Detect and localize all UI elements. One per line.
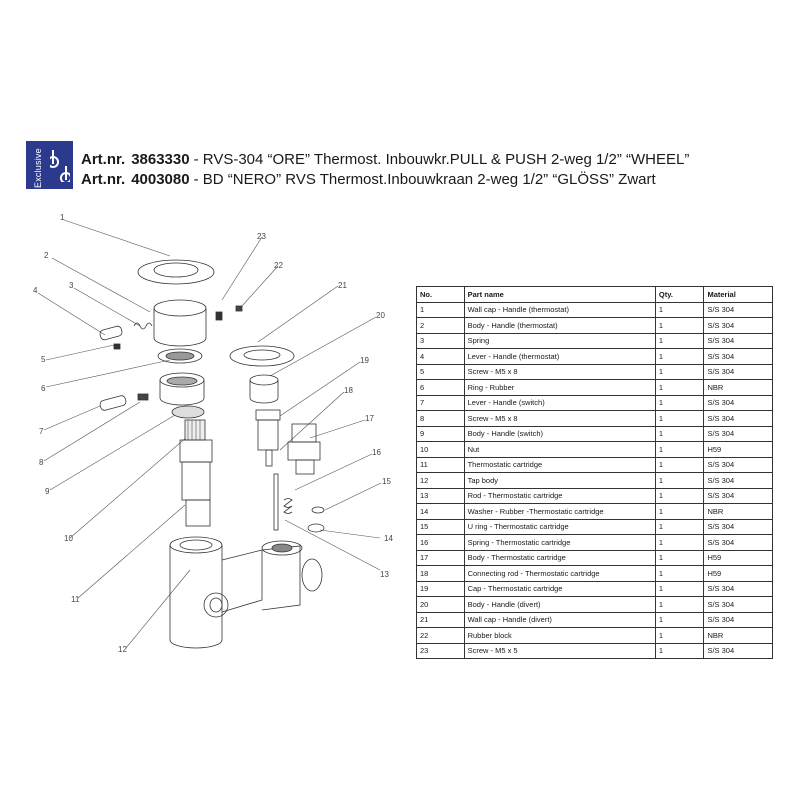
cell-qty: 1 [655,597,704,613]
cartridge-spring [284,499,292,514]
cell-part-name: Connecting rod - Thermostatic cartridge [464,566,655,582]
callout-19: 19 [360,356,369,365]
cell-part-name: Washer - Rubber -Thermostatic cartridge [464,504,655,520]
table-row [417,535,773,551]
cell-material: S/S 304 [704,519,773,535]
cell-part-name: Ring - Rubber [464,380,655,396]
cell-no: 20 [417,597,465,613]
cell-qty: 1 [655,302,704,318]
table-row [417,612,773,628]
leader-lines [38,220,381,648]
table-row [417,597,773,613]
callout-13: 13 [380,570,389,579]
cell-qty: 1 [655,628,704,644]
table-row [417,380,773,396]
callout-12: 12 [118,645,127,654]
cell-no: 2 [417,318,465,334]
callout-5: 5 [41,355,46,364]
callout-9: 9 [45,487,50,496]
cell-no: 16 [417,535,465,551]
article-number: 4003080 [131,171,190,188]
cell-qty: 1 [655,318,704,334]
article-description: - RVS-304 “ORE” Thermost. Inbouwkr.PULL & PUSH 2-weg 1/2” “WHEEL” [193,151,690,168]
cell-material: S/S 304 [704,395,773,411]
cell-qty: 1 [655,380,704,396]
cell-qty: 1 [655,488,704,504]
callout-16: 16 [372,448,381,457]
table-row [417,581,773,597]
wall-cap-divert [230,346,294,366]
cell-qty: 1 [655,581,704,597]
cell-no: 14 [417,504,465,520]
cell-material: NBR [704,380,773,396]
cell-part-name: Spring [464,333,655,349]
cell-qty: 1 [655,426,704,442]
cell-no: 21 [417,612,465,628]
callout-1: 1 [60,213,65,222]
brand-logo-mark [50,148,70,182]
cell-material: H59 [704,442,773,458]
cell-no: 18 [417,566,465,582]
table-row [417,395,773,411]
cell-no: 5 [417,364,465,380]
article-description: - BD “NERO” RVS Thermost.Inbouwkraan 2-weg 1/2” “GLÖSS” Zwart [193,171,656,188]
cell-material: S/S 304 [704,426,773,442]
cell-no: 23 [417,643,465,659]
connecting-rod [266,450,272,466]
cell-material: S/S 304 [704,302,773,318]
cell-part-name: Screw - M5 x 8 [464,411,655,427]
cell-no: 1 [417,302,465,318]
cell-material: S/S 304 [704,364,773,380]
thermostatic-cartridge [180,420,212,526]
cell-no: 22 [417,628,465,644]
cell-no: 4 [417,349,465,365]
cell-qty: 1 [655,643,704,659]
cell-part-name: Cap - Thermostatic cartridge [464,581,655,597]
nut-part [172,406,204,418]
cell-no: 15 [417,519,465,535]
cartridge-rod [274,474,278,530]
table-row [417,473,773,489]
cell-no: 11 [417,457,465,473]
cell-material: S/S 304 [704,318,773,334]
callout-8: 8 [39,458,44,467]
article-number: 3863330 [131,151,190,168]
screw-part [114,344,120,349]
cell-material: NBR [704,628,773,644]
cell-qty: 1 [655,535,704,551]
callout-4: 4 [33,286,38,295]
parts-table [416,286,773,659]
table-row [417,643,773,659]
cell-part-name: Body - Handle (switch) [464,426,655,442]
cell-material: S/S 304 [704,597,773,613]
cell-part-name: Body - Thermostatic cartridge [464,550,655,566]
cell-qty: 1 [655,612,704,628]
cell-part-name: Wall cap - Handle (thermostat) [464,302,655,318]
cell-part-name: Screw - M5 x 8 [464,364,655,380]
cell-part-name: Rod - Thermostatic cartridge [464,488,655,504]
callout-17: 17 [365,414,374,423]
cell-part-name: Tap body [464,473,655,489]
article-label: Art.nr. [81,151,126,168]
callout-labels [33,213,393,654]
rubber-block [236,306,242,311]
wall-cap-thermostat [138,260,214,284]
cell-no: 3 [417,333,465,349]
cell-material: H59 [704,566,773,582]
table-row [417,442,773,458]
lever-thermostat [99,325,123,340]
cell-part-name: Rubber block [464,628,655,644]
cartridge-body [288,424,320,474]
exploded-view-diagram [0,210,410,670]
callout-7: 7 [39,427,44,436]
cell-part-name: Lever - Handle (switch) [464,395,655,411]
table-row [417,519,773,535]
tap-body [170,537,322,648]
cell-part-name: Wall cap - Handle (divert) [464,612,655,628]
callout-22: 22 [274,261,283,270]
cell-qty: 1 [655,395,704,411]
table-row [417,349,773,365]
cell-no: 7 [417,395,465,411]
article-label: Art.nr. [81,171,126,188]
article-line-2 [81,171,656,189]
cell-qty: 1 [655,504,704,520]
callout-6: 6 [41,384,46,393]
callout-2: 2 [44,251,49,260]
table-row [417,333,773,349]
callout-23: 23 [257,232,266,241]
screw-part-switch [138,394,148,400]
cell-material: S/S 304 [704,411,773,427]
parts-table-body [417,302,773,659]
cell-part-name: Screw - M5 x 5 [464,643,655,659]
col-header-no: No. [417,287,465,303]
cell-qty: 1 [655,457,704,473]
cell-material: S/S 304 [704,643,773,659]
cell-qty: 1 [655,519,704,535]
cell-qty: 1 [655,473,704,489]
callout-15: 15 [382,477,391,486]
cell-material: S/S 304 [704,535,773,551]
cell-part-name: Nut [464,442,655,458]
cell-part-name: Spring - Thermostatic cartridge [464,535,655,551]
cell-no: 19 [417,581,465,597]
callout-18: 18 [344,386,353,395]
cell-material: S/S 304 [704,612,773,628]
brand-logo-text: Exclusive [33,148,43,188]
table-header-row [417,287,773,303]
cartridge-cap [256,410,280,450]
cell-qty: 1 [655,442,704,458]
cell-part-name: Thermostatic cartridge [464,457,655,473]
cell-no: 8 [417,411,465,427]
callout-20: 20 [376,311,385,320]
lever-switch [99,395,127,411]
cell-qty: 1 [655,349,704,365]
cell-material: NBR [704,504,773,520]
cell-part-name: Lever - Handle (thermostat) [464,349,655,365]
table-row [417,411,773,427]
table-row [417,318,773,334]
cell-no: 6 [417,380,465,396]
table-row [417,550,773,566]
callout-3: 3 [69,281,74,290]
cell-material: S/S 304 [704,473,773,489]
col-header-material: Material [704,287,773,303]
cell-material: S/S 304 [704,333,773,349]
table-row [417,504,773,520]
cell-material: S/S 304 [704,581,773,597]
rubber-washer [308,524,324,532]
table-row [417,628,773,644]
cell-material: S/S 304 [704,349,773,365]
col-header-qty: Qty. [655,287,704,303]
table-row [417,566,773,582]
table-row [417,426,773,442]
col-header-part-name: Part name [464,287,655,303]
cell-qty: 1 [655,411,704,427]
callout-14: 14 [384,534,393,543]
cell-no: 9 [417,426,465,442]
table-row [417,364,773,380]
cell-qty: 1 [655,333,704,349]
cell-material: S/S 304 [704,457,773,473]
table-row [417,488,773,504]
cell-qty: 1 [655,550,704,566]
cell-material: S/S 304 [704,488,773,504]
callout-10: 10 [64,534,73,543]
u-ring [312,507,324,513]
cell-qty: 1 [655,364,704,380]
table-row [417,457,773,473]
article-line-1 [81,151,689,169]
cell-no: 12 [417,473,465,489]
cell-part-name: Body - Handle (thermostat) [464,318,655,334]
cell-no: 10 [417,442,465,458]
cell-material: H59 [704,550,773,566]
callout-11: 11 [71,595,80,604]
cell-no: 17 [417,550,465,566]
cell-qty: 1 [655,566,704,582]
screw-m5x5 [216,312,222,320]
table-row [417,302,773,318]
cell-no: 13 [417,488,465,504]
cell-part-name: U ring - Thermostatic cartridge [464,519,655,535]
callout-21: 21 [338,281,347,290]
cell-part-name: Body - Handle (divert) [464,597,655,613]
